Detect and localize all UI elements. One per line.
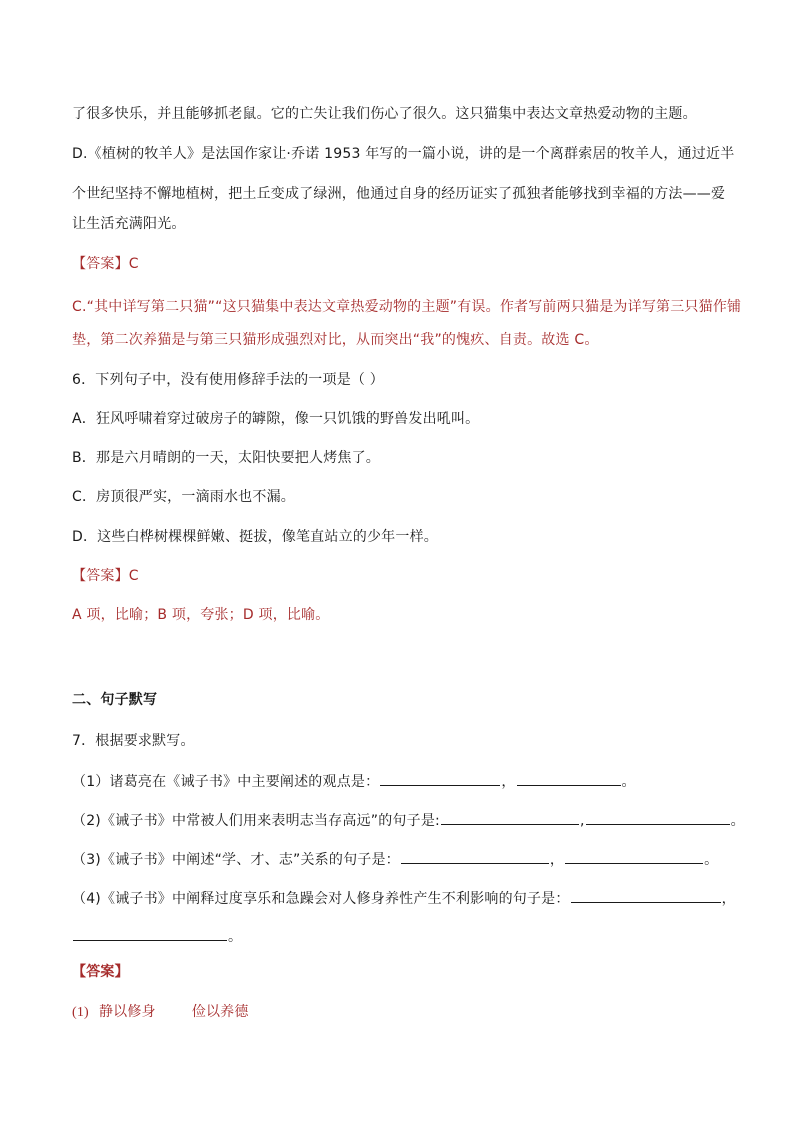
question-6-stem: 6．下列句子中，没有使用修辞手法的一项是（ ） [72,372,384,388]
answer-value: 静以修身 [98,1004,156,1020]
text-line: 个世纪坚持不懈地植树，把土丘变成了绿洲，他通过自身的经历证实了孤独者能够找到幸福的方法——爱 [72,186,726,202]
item-text: （3)《诫子书》中阐述“学、才、志”关系的句子是： [72,852,400,868]
answer-label: 【答案】C [72,568,139,584]
fill-blank[interactable] [571,888,721,903]
punct: ， [721,891,736,907]
item-text: （2)《诫子书》中常被人们用来表明志当存高远”的句子是: [72,813,440,829]
answer-value: 俭以养德 [191,1004,249,1020]
punct: , [579,813,585,829]
question-6-option-c: C．房顶很严实，一滴雨水也不漏。 [72,489,295,505]
fill-blank[interactable] [380,771,500,786]
answer-number: (1) [72,1005,89,1020]
question-7-item-4-cont [72,926,242,947]
item-text: （4)《诫子书》中阐释过度享乐和急躁会对人修身养性产生不利影响的句子是： [72,891,570,907]
question-6-option-a: A．狂风呼啸着穿过破房子的罅隙，像一只饥饿的野兽发出吼叫。 [72,411,480,427]
question-6-option-d: D．这些白桦树棵棵鲜嫩、挺拔，像笔直站立的少年一样。 [72,529,438,545]
explanation-text: C.“其中详写第二只猫”“这只猫集中表达文章热爱动物的主题”有误。作者写前两只猫是为详写第三只猫作铺 [72,299,742,315]
fill-blank[interactable] [401,849,549,864]
fill-blank[interactable] [441,810,579,825]
fill-blank[interactable] [586,810,730,825]
text-line: 让生活充满阳光。 [72,216,186,232]
question-7-item-2 [72,810,745,831]
question-7-item-4 [72,888,736,909]
text-line: 了很多快乐，并且能够抓老鼠。它的亡失让我们伤心了很久。这只猫集中表达文章热爱动物的主题。 [72,106,697,122]
punct: ， [501,774,516,790]
option-d-text: D.《植树的牧羊人》是法国作家让·乔诺 1953 年写的一篇小说，讲的是一个离群索居的牧羊人，通过近半 [72,146,735,162]
question-6-option-b: B．那是六月晴朗的一天，太阳快要把人烤焦了。 [72,450,381,466]
punct: 。 [621,774,636,790]
item-text: （1）诸葛亮在《诫子书》中主要阐述的观点是： [72,774,380,790]
fill-blank[interactable] [73,926,227,941]
section-heading: 二、句子默写 [72,692,158,708]
answer-label: 【答案】C [72,256,139,272]
punct: 。 [228,929,243,945]
question-7-item-3 [72,849,718,870]
explanation-text: A 项，比喻；B 项，夸张；D 项，比喻。 [72,607,330,623]
punct: ， [549,852,565,868]
answer-label: 【答案】 [72,964,129,980]
fill-blank[interactable] [565,849,703,864]
fill-blank[interactable] [517,771,621,786]
question-7-stem: 7．根据要求默写。 [72,733,195,749]
punct: 。 [704,852,719,868]
question-7-item-1 [72,771,636,792]
answer-7-item-1 [72,1002,249,1023]
punct: 。 [730,813,745,829]
explanation-text: 垫，第二次养猫是与第三只猫形成强烈对比，从而突出“我”的愧疚、自责。故选 C。 [72,332,599,348]
